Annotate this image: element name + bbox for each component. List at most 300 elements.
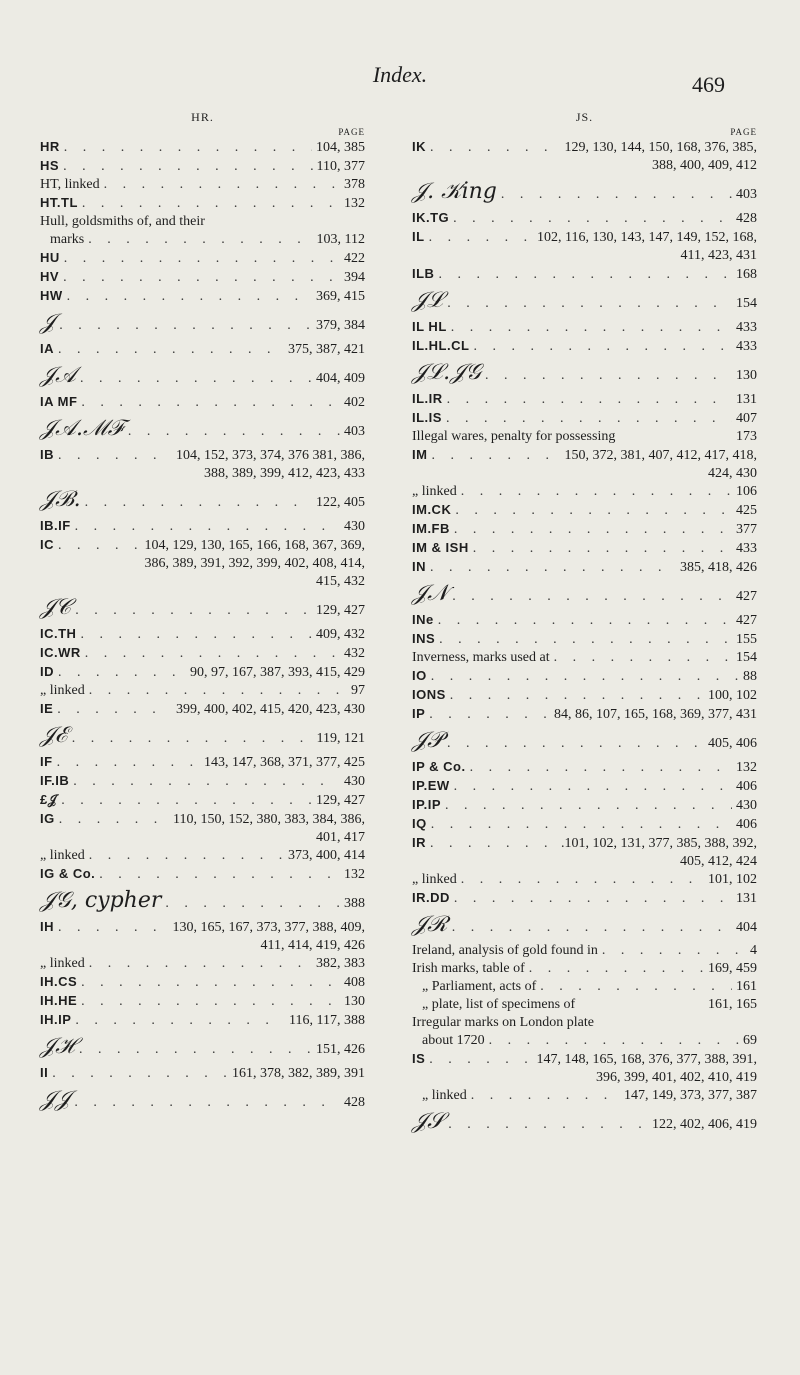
index-pages: 428 xyxy=(736,211,757,226)
leader-dots xyxy=(452,588,732,606)
index-pages: 169, 459 xyxy=(708,961,757,976)
index-entry xyxy=(40,865,365,884)
index-pages: 154 xyxy=(736,650,757,665)
index-entry xyxy=(412,284,757,318)
index-entry xyxy=(40,973,365,992)
leader-dots xyxy=(431,816,732,834)
leader-dots xyxy=(450,687,704,705)
index-term: 𝒥ℛ xyxy=(412,912,448,937)
index-term: IR.DD xyxy=(412,890,450,905)
index-entry xyxy=(412,483,757,501)
index-pages: 154 xyxy=(736,296,757,311)
leader-dots xyxy=(454,890,732,908)
leader-dots xyxy=(85,494,312,512)
index-pages: 402 xyxy=(344,395,365,410)
index-pages: 369, 415 xyxy=(316,289,365,304)
leader-dots xyxy=(540,978,732,996)
index-entry xyxy=(40,1030,365,1064)
index-entry xyxy=(412,1087,757,1105)
leader-dots xyxy=(63,158,312,176)
index-pages: 147, 148, 165, 168, 376, 377, 388, 391, xyxy=(536,1052,757,1067)
leader-dots xyxy=(57,754,200,772)
index-term: IA MF xyxy=(40,394,78,409)
index-term: „ linked xyxy=(40,848,85,863)
index-entry xyxy=(40,719,365,753)
index-entry xyxy=(412,724,757,758)
index-term: 𝒥ℒ.𝒥𝒢 xyxy=(412,360,482,385)
leader-dots xyxy=(438,612,732,630)
index-pages: 155 xyxy=(736,632,757,647)
index-pages-continued: 388, 389, 399, 412, 423, 433 xyxy=(204,466,365,481)
leader-dots xyxy=(430,835,557,853)
index-term: IR xyxy=(412,835,426,850)
index-column-right xyxy=(412,108,757,1139)
index-pages: 399, 400, 402, 415, 420, 423, 430 xyxy=(176,702,365,717)
index-term: „ linked xyxy=(40,683,85,698)
index-pages: 102, 116, 130, 143, 147, 149, 152, 168, xyxy=(537,230,757,245)
index-pages: 161, 165 xyxy=(708,997,757,1012)
index-term: 𝒥𝒥 xyxy=(40,1087,71,1112)
index-entry xyxy=(412,796,757,815)
leader-dots xyxy=(489,1032,739,1050)
index-entry xyxy=(412,356,757,390)
index-entry xyxy=(412,705,757,724)
leader-dots xyxy=(104,176,340,194)
index-entry xyxy=(40,306,365,340)
index-term: marks xyxy=(50,232,85,247)
index-pages: 131 xyxy=(736,392,757,407)
index-entry xyxy=(412,520,757,539)
index-term: 𝒥. 𝒦ing xyxy=(412,179,497,204)
index-pages-continued: 415, 432 xyxy=(316,574,365,589)
index-term: IA xyxy=(40,341,54,356)
index-pages: 110, 377 xyxy=(316,159,365,174)
leader-dots xyxy=(429,706,550,724)
leader-dots xyxy=(81,993,340,1011)
index-term: HU xyxy=(40,250,60,265)
index-term: Inverness, marks used at xyxy=(412,650,550,665)
index-entry xyxy=(40,625,365,644)
index-entry xyxy=(40,591,365,625)
index-entry xyxy=(40,663,365,682)
leader-dots xyxy=(452,919,732,937)
index-term: IP xyxy=(412,706,426,721)
leader-dots xyxy=(75,602,312,620)
index-entry xyxy=(40,213,365,231)
running-head: Index. xyxy=(372,62,428,87)
index-pages: 379, 384 xyxy=(316,318,365,333)
index-pages: 84, 86, 107, 165, 168, 369, 377, 431 xyxy=(554,707,757,722)
leader-dots xyxy=(501,186,732,204)
index-term: IB.IF xyxy=(40,518,71,533)
index-term: „ plate, list of specimens of xyxy=(422,997,576,1012)
index-term: IE xyxy=(40,701,54,716)
index-entry xyxy=(40,393,365,412)
index-pages: .101, 102, 131, 377, 385, 388, 392, xyxy=(561,836,757,851)
index-pages: 143, 147, 368, 371, 377, 425 xyxy=(204,755,365,770)
index-pages: 427 xyxy=(736,589,757,604)
leader-dots xyxy=(61,792,312,810)
index-term: IH xyxy=(40,919,54,934)
index-pages: 394 xyxy=(344,270,365,285)
index-entry xyxy=(412,611,757,630)
index-pages: 130, 165, 167, 373, 377, 388, 409, xyxy=(172,920,365,935)
leader-dots xyxy=(67,288,312,306)
index-entry xyxy=(40,249,365,268)
index-pages-continued: 411, 423, 431 xyxy=(680,248,757,263)
leader-dots xyxy=(58,447,172,465)
index-pages: 4 xyxy=(750,943,757,958)
index-pages: 131 xyxy=(736,891,757,906)
index-term: IQ xyxy=(412,816,427,831)
index-entry xyxy=(412,577,757,611)
index-pages: 116, 117, 388 xyxy=(289,1013,365,1028)
index-entry xyxy=(412,138,757,175)
index-term: IM xyxy=(412,447,428,462)
leader-dots xyxy=(81,974,340,992)
leader-dots xyxy=(429,1051,532,1069)
index-entry xyxy=(412,978,757,996)
index-pages: 104, 152, 373, 374, 376 381, 386, xyxy=(176,448,365,463)
index-pages: 103, 112 xyxy=(316,232,365,247)
index-entry xyxy=(412,175,757,209)
index-term: Illegal wares, penalty for possessing xyxy=(412,429,616,444)
index-pages: 101, 102 xyxy=(708,872,757,887)
index-entry xyxy=(412,871,757,889)
index-entry xyxy=(412,649,757,667)
leader-dots xyxy=(58,341,284,359)
index-pages: 147, 149, 373, 377, 387 xyxy=(624,1088,757,1103)
leader-dots xyxy=(453,210,732,228)
leader-dots xyxy=(473,338,732,356)
leader-dots xyxy=(75,1012,285,1030)
index-term: IO xyxy=(412,668,427,683)
index-term: II xyxy=(40,1065,49,1080)
index-term: 𝒥ℋ xyxy=(40,1034,76,1059)
leader-dots xyxy=(58,919,169,937)
index-term: IP & Co. xyxy=(412,759,466,774)
index-entry xyxy=(40,918,365,955)
index-pages: 122, 405 xyxy=(316,495,365,510)
index-entry xyxy=(412,1032,757,1050)
index-pages: 425 xyxy=(736,503,757,518)
index-term: HS xyxy=(40,158,60,173)
index-pages-continued: 386, 389, 391, 392, 399, 402, 408, 414, xyxy=(144,556,365,571)
index-term: HT, linked xyxy=(40,177,100,192)
index-pages-continued: 405, 412, 424 xyxy=(680,854,757,869)
index-pages: 129, 130, 144, 150, 168, 376, 385, xyxy=(564,140,757,155)
index-entry xyxy=(412,686,757,705)
index-term: IM & ISH xyxy=(412,540,469,555)
leader-dots xyxy=(430,559,676,577)
index-term: IK xyxy=(412,139,426,154)
index-pages: 106 xyxy=(736,484,757,499)
index-pages: 129, 427 xyxy=(316,793,365,808)
index-entry xyxy=(40,231,365,249)
leader-dots xyxy=(165,895,340,913)
index-term: IC.TH xyxy=(40,626,77,641)
leader-dots xyxy=(75,518,340,536)
index-pages: 430 xyxy=(344,774,365,789)
leader-dots xyxy=(79,1041,312,1059)
index-term: HR xyxy=(40,139,60,154)
index-term: IK.TG xyxy=(412,210,450,225)
leader-dots xyxy=(89,847,284,865)
index-pages: 422 xyxy=(344,251,365,266)
index-term: IL HL xyxy=(412,319,447,334)
index-entry xyxy=(40,1064,365,1083)
index-term: ILB xyxy=(412,266,435,281)
index-term: „ linked xyxy=(422,1088,467,1103)
index-entry xyxy=(412,265,757,284)
leader-dots xyxy=(471,1087,620,1105)
index-pages: 409, 432 xyxy=(316,627,365,642)
index-entry xyxy=(40,268,365,287)
index-entry xyxy=(40,753,365,772)
index-pages: 122, 402, 406, 419 xyxy=(652,1117,757,1132)
index-pages: 100, 102 xyxy=(708,688,757,703)
index-entry xyxy=(40,791,365,810)
index-pages: 405, 406 xyxy=(708,736,757,751)
index-entry xyxy=(40,176,365,194)
index-entry xyxy=(40,884,365,918)
leader-dots xyxy=(470,759,732,777)
column-heading: HR. xyxy=(191,110,214,124)
index-term: IP.EW xyxy=(412,778,450,793)
index-entry xyxy=(40,287,365,306)
index-entry xyxy=(412,667,757,686)
index-pages-continued: 424, 430 xyxy=(708,466,757,481)
index-term: 𝒥ℒ xyxy=(412,288,444,313)
index-entry xyxy=(412,390,757,409)
index-entry xyxy=(412,942,757,960)
index-term: 𝒥𝒜.ℳℱ xyxy=(40,416,124,441)
leader-dots xyxy=(88,231,312,249)
index-entry xyxy=(412,1105,757,1139)
leader-dots xyxy=(602,942,746,960)
entry-list xyxy=(412,138,757,1139)
index-entry xyxy=(40,517,365,536)
index-pages: 119, 121 xyxy=(316,731,365,746)
index-entry xyxy=(412,630,757,649)
leader-dots xyxy=(461,871,704,889)
index-term: IC.WR xyxy=(40,645,81,660)
index-term: IN xyxy=(412,559,426,574)
index-pages: 433 xyxy=(736,541,757,556)
index-pages: 173 xyxy=(736,429,757,444)
leader-dots xyxy=(80,370,312,388)
index-pages: 408 xyxy=(344,975,365,990)
index-entry xyxy=(40,682,365,700)
index-term: 𝒥𝒞 xyxy=(40,595,72,620)
index-entry xyxy=(412,337,757,356)
index-pages: 404, 409 xyxy=(316,371,365,386)
leader-dots xyxy=(461,483,732,501)
leader-dots xyxy=(81,394,340,412)
index-pages: 130 xyxy=(344,994,365,1009)
index-pages: 104, 129, 130, 165, 166, 168, 367, 369, xyxy=(144,538,365,553)
index-term: IL.IS xyxy=(412,410,442,425)
index-pages: 375, 387, 421 xyxy=(288,342,365,357)
leader-dots xyxy=(439,631,732,649)
index-term: IH.IP xyxy=(40,1012,72,1027)
index-term: IM.FB xyxy=(412,521,450,536)
index-pages: 378 xyxy=(344,177,365,192)
index-pages: 129, 427 xyxy=(316,603,365,618)
index-term: IF xyxy=(40,754,53,769)
index-term: „ linked xyxy=(412,872,457,887)
index-entry xyxy=(412,209,757,228)
index-pages: 97 xyxy=(351,683,365,698)
index-term: 𝒥ℰ xyxy=(40,723,68,748)
leader-dots xyxy=(431,668,739,686)
index-pages: 428 xyxy=(344,1095,365,1110)
index-term: IL.HL.CL xyxy=(412,338,470,353)
index-column-left xyxy=(40,108,365,1117)
index-term: 𝒥𝒫 xyxy=(412,728,444,753)
index-pages: 382, 383 xyxy=(316,956,365,971)
index-pages: 433 xyxy=(736,320,757,335)
index-term: IM.CK xyxy=(412,502,452,517)
index-term: „ linked xyxy=(40,956,85,971)
index-entry xyxy=(412,446,757,483)
leader-dots xyxy=(529,960,704,978)
index-term: 𝒥𝒩 xyxy=(412,581,449,606)
leader-dots xyxy=(80,626,312,644)
index-term: HW xyxy=(40,288,63,303)
index-term: HV xyxy=(40,269,60,284)
leader-dots xyxy=(72,730,313,748)
index-pages: 168 xyxy=(736,267,757,282)
index-entry xyxy=(40,700,365,719)
leader-dots xyxy=(454,778,732,796)
leader-dots xyxy=(57,701,172,719)
index-entry xyxy=(40,772,365,791)
index-term: ID xyxy=(40,664,54,679)
index-term: Irregular marks on London plate xyxy=(412,1015,594,1030)
leader-dots xyxy=(451,319,732,337)
index-entry xyxy=(40,340,365,359)
index-term: INS xyxy=(412,631,436,646)
index-entry xyxy=(40,644,365,663)
leader-dots xyxy=(99,866,340,884)
leader-dots xyxy=(73,773,340,791)
index-term: INe xyxy=(412,612,434,627)
page-column-label: PAGE xyxy=(338,127,365,137)
index-term: IONS xyxy=(412,687,446,702)
index-term: IC xyxy=(40,537,54,552)
leader-dots xyxy=(59,317,312,335)
index-pages: 377 xyxy=(736,522,757,537)
index-entry xyxy=(412,1050,757,1087)
index-pages: 130 xyxy=(736,368,757,383)
column-heading: JS. xyxy=(575,110,594,124)
index-term: Hull, goldsmiths of, and their xyxy=(40,214,205,229)
index-term: IP.IP xyxy=(412,797,442,812)
index-entry xyxy=(412,996,757,1014)
leader-dots xyxy=(454,521,732,539)
index-term: IL xyxy=(412,229,425,244)
index-entry xyxy=(412,318,757,337)
index-pages: 151, 426 xyxy=(316,1042,365,1057)
index-pages: 433 xyxy=(736,339,757,354)
index-pages: 69 xyxy=(743,1033,757,1048)
index-pages: 430 xyxy=(344,519,365,534)
index-entry xyxy=(412,758,757,777)
index-term: about 1720 xyxy=(422,1033,485,1048)
index-term: HT.TL xyxy=(40,195,78,210)
index-pages: 403 xyxy=(344,424,365,439)
index-term: IS xyxy=(412,1051,426,1066)
index-pages: 430 xyxy=(736,798,757,813)
index-term: IF.IB xyxy=(40,773,70,788)
index-pages-continued: 411, 414, 419, 426 xyxy=(260,938,365,953)
index-pages: 432 xyxy=(344,646,365,661)
index-entry xyxy=(412,889,757,908)
leader-dots xyxy=(59,811,169,829)
leader-dots xyxy=(438,266,732,284)
index-term: 𝒥 xyxy=(40,310,56,335)
index-entry xyxy=(40,483,365,517)
index-pages: 406 xyxy=(736,779,757,794)
index-entry xyxy=(412,558,757,577)
entry-list xyxy=(40,138,365,1117)
index-entry xyxy=(40,992,365,1011)
index-pages: 161, 378, 382, 389, 391 xyxy=(232,1066,365,1081)
index-term: 𝒥𝒮 xyxy=(412,1109,445,1134)
index-pages: 407 xyxy=(736,411,757,426)
index-entry xyxy=(412,501,757,520)
index-term: IB xyxy=(40,447,54,462)
index-pages: 132 xyxy=(344,196,365,211)
index-entry xyxy=(40,847,365,865)
leader-dots xyxy=(446,410,732,428)
index-entry xyxy=(40,359,365,393)
leader-dots xyxy=(485,367,732,385)
index-term: 𝒥𝒜 xyxy=(40,363,76,388)
index-entry xyxy=(412,428,757,446)
index-entry xyxy=(412,908,757,942)
leader-dots xyxy=(473,540,732,558)
leader-dots xyxy=(58,537,141,555)
index-entry xyxy=(412,815,757,834)
index-entry xyxy=(40,446,365,483)
index-term: „ Parliament, acts of xyxy=(422,979,537,994)
index-pages: 90, 97, 167, 387, 393, 415, 429 xyxy=(190,665,365,680)
leader-dots xyxy=(554,649,732,667)
page-column-label: PAGE xyxy=(730,127,757,137)
index-entry xyxy=(40,955,365,973)
index-term: IH.CS xyxy=(40,974,78,989)
index-pages: 110, 150, 152, 380, 383, 384, 386, xyxy=(173,812,365,827)
leader-dots xyxy=(431,447,560,465)
leader-dots xyxy=(455,502,732,520)
index-entry xyxy=(40,194,365,213)
index-term: Ireland, analysis of gold found in xyxy=(412,943,598,958)
index-entry xyxy=(412,960,757,978)
index-pages: 403 xyxy=(736,187,757,202)
leader-dots xyxy=(63,269,340,287)
index-term: „ linked xyxy=(412,484,457,499)
leader-dots xyxy=(52,1065,228,1083)
index-entry xyxy=(40,536,365,591)
leader-dots xyxy=(85,645,340,663)
leader-dots xyxy=(128,423,340,441)
index-entry xyxy=(40,1011,365,1030)
index-entry xyxy=(40,412,365,446)
index-term: £𝒥 xyxy=(40,792,58,807)
index-entry xyxy=(40,138,365,157)
